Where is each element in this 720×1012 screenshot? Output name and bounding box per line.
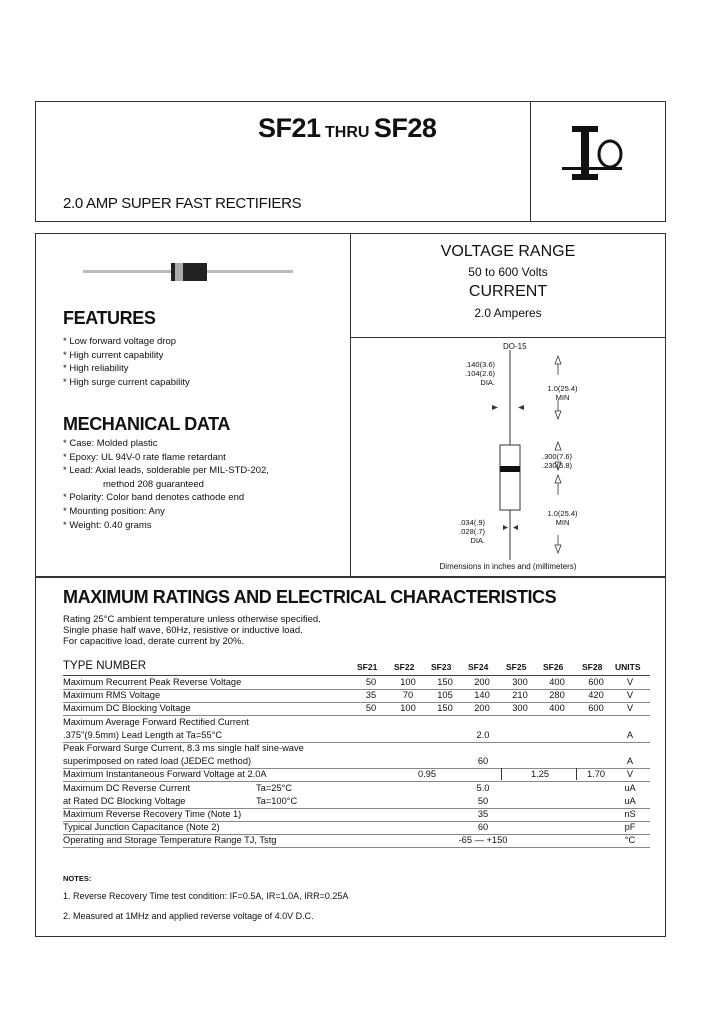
group-separator	[501, 768, 502, 780]
list-item: method 208 guaranteed	[103, 478, 204, 490]
ratings-heading: MAXIMUM RATINGS AND ELECTRICAL CHARACTERISTICS	[63, 587, 557, 607]
cell-value: 50	[365, 703, 377, 714]
row-label: Maximum RMS Voltage	[63, 690, 161, 701]
col-header: SF24	[468, 662, 489, 672]
cell-value: 35	[365, 690, 377, 701]
brand-logo	[560, 118, 640, 198]
cell-value: 200	[474, 677, 490, 687]
cell-value: 300	[512, 677, 528, 687]
lead-len-bottom-label: 1.0(25.4) MIN	[547, 509, 578, 527]
cell-value: -65 — +150	[458, 835, 508, 846]
ratings-divider	[350, 337, 666, 338]
table-row	[0, 821, 720, 833]
col-header: SF23	[431, 662, 452, 672]
cell-value: 50	[365, 677, 377, 687]
table-row	[0, 729, 720, 741]
notes-heading: NOTES:	[63, 874, 92, 883]
part-end: SF28	[373, 113, 437, 143]
list-item: * Epoxy: UL 94V-0 rate flame retardant	[63, 451, 226, 463]
row-label: Operating and Storage Temperature Range TJ, Tstg	[63, 835, 277, 846]
cell-value: 140	[474, 690, 490, 701]
row-label: Maximum Recurrent Peak Reverse Voltage	[63, 677, 242, 687]
cell-value: 60	[477, 822, 489, 833]
ratings-intro: Rating 25°C ambient temperature unless otherwise specified. Single phase half wave, 60Hz, resistive or inductive load. For capacitive load, derate current by 20%.	[63, 614, 321, 647]
table-row	[0, 716, 720, 728]
row-unit: pF	[624, 822, 636, 833]
cell-value: 210	[512, 690, 528, 701]
part-start: SF21	[258, 113, 321, 143]
lead-len-top-label: 1.0(25.4) MIN	[547, 384, 578, 402]
diode-illustration	[83, 260, 293, 284]
table-row	[0, 742, 720, 754]
cell-value: 5.0	[476, 782, 490, 793]
row-label: Maximum Instantaneous Forward Voltage at 2.0A	[63, 769, 267, 780]
row-condition: Ta=100°C	[256, 795, 298, 806]
table-row	[0, 834, 720, 846]
wire-dia-label: .034(.9) .028(.7) DIA.	[459, 518, 485, 545]
product-subtitle: 2.0 AMP SUPER FAST RECTIFIERS	[63, 195, 302, 212]
cell-value: 70	[402, 690, 414, 701]
cell-value: 2.0	[476, 729, 490, 740]
row-label: superimposed on rated load (JEDEC method)	[63, 756, 252, 767]
table-row	[0, 702, 720, 714]
cell-value: 35	[477, 809, 489, 819]
part-title	[258, 113, 436, 144]
col-header: SF28	[582, 662, 603, 672]
table-header-row	[0, 662, 720, 674]
note-2: 2. Measured at 1MHz and applied reverse voltage of 4.0V D.C.	[63, 911, 314, 921]
cell-value: 300	[512, 703, 528, 714]
cell-value: 400	[549, 677, 565, 687]
row-unit: A	[626, 729, 634, 740]
list-item: * High current capability	[63, 349, 164, 361]
list-item: * Lead: Axial leads, solderable per MIL-STD-202,	[63, 465, 269, 477]
voltage-range-label: VOLTAGE RANGE	[440, 243, 576, 260]
col-header: SF26	[543, 662, 564, 672]
cell-value: 280	[549, 690, 565, 701]
cell-value: 400	[549, 703, 565, 714]
row-unit: V	[626, 690, 634, 701]
header-divider	[530, 101, 531, 222]
list-item: * High surge current capability	[63, 376, 190, 388]
row-unit: V	[626, 769, 634, 780]
cell-value: 1.25	[530, 769, 550, 780]
list-item: * Polarity: Color band denotes cathode end	[63, 492, 245, 504]
cell-value: 100	[400, 677, 416, 687]
lead-dia-label: .140(3.6) .104(2.6) DIA.	[464, 360, 495, 387]
row-label: at Rated DC Blocking Voltage	[63, 795, 186, 806]
features-heading: FEATURES	[63, 308, 156, 328]
cell-value: 600	[588, 677, 604, 687]
package-name: DO-15	[503, 342, 527, 351]
row-label: Peak Forward Surge Current, 8.3 ms single half sine-wave	[63, 743, 304, 753]
row-label: Maximum Reverse Recovery Time (Note 1)	[63, 809, 242, 819]
list-item: * Weight: 0.40 grams	[63, 519, 152, 531]
cell-value: 600	[588, 703, 604, 714]
row-label: .375"(9.5mm) Lead Length at Ta=55°C	[63, 729, 223, 740]
cell-value: 0.95	[417, 769, 437, 780]
row-condition: Ta=25°C	[256, 782, 293, 793]
dimensions-note: Dimensions in inches and (millimeters)	[439, 562, 577, 571]
group-separator	[576, 768, 577, 780]
row-unit: nS	[624, 809, 636, 819]
features-list	[63, 335, 190, 389]
table-row	[0, 676, 720, 688]
table-row	[0, 808, 720, 820]
current-value: 2.0 Amperes	[474, 306, 542, 320]
row-label: Maximum DC Blocking Voltage	[63, 703, 191, 714]
cell-value: 420	[588, 690, 604, 701]
voltage-range-value: 50 to 600 Volts	[468, 265, 548, 279]
cell-value: 100	[400, 703, 416, 714]
list-item: * Mounting position: Any	[63, 505, 165, 517]
cell-value: 150	[437, 703, 453, 714]
note-1: 1. Reverse Recovery Time test condition: IF=0.5A, IR=1.0A, IRR=0.25A	[63, 891, 349, 901]
list-item: * Low forward voltage drop	[63, 336, 177, 347]
row-label: Maximum Average Forward Rectified Current	[63, 716, 249, 727]
mechanical-list	[63, 437, 269, 532]
body-len-label: .300(7.6) .230(5.8)	[542, 452, 573, 470]
list-item: * Case: Molded plastic	[63, 438, 158, 449]
cell-value: 105	[437, 690, 453, 701]
col-header: SF25	[506, 662, 527, 672]
cell-value: 50	[477, 795, 489, 806]
cell-value: 150	[437, 677, 453, 687]
cell-value: 1.70	[586, 769, 606, 780]
type-number-label: TYPE NUMBER	[63, 660, 147, 672]
row-rule	[63, 847, 650, 848]
table-row	[0, 782, 720, 794]
table-row	[0, 768, 720, 780]
mechanical-heading: MECHANICAL DATA	[63, 414, 230, 434]
thru-label: THRU	[325, 124, 370, 141]
col-header: UNITS	[615, 662, 641, 672]
table-row	[0, 755, 720, 767]
current-label: CURRENT	[468, 283, 548, 300]
table-row	[0, 689, 720, 701]
col-header: SF21	[357, 662, 378, 672]
row-label: Typical Junction Capacitance (Note 2)	[63, 822, 220, 833]
table-row	[0, 795, 720, 807]
cell-value: 60	[477, 756, 489, 767]
row-unit: uA	[624, 782, 636, 793]
col-header: SF22	[394, 662, 415, 672]
list-item: * High reliability	[63, 363, 129, 375]
row-unit: uA	[624, 795, 636, 806]
row-unit: V	[626, 677, 634, 687]
row-unit: °C	[624, 835, 636, 846]
row-label: Maximum DC Reverse Current	[63, 782, 191, 793]
cell-value: 200	[474, 703, 490, 714]
row-unit: A	[626, 756, 634, 767]
row-unit: V	[626, 703, 634, 714]
